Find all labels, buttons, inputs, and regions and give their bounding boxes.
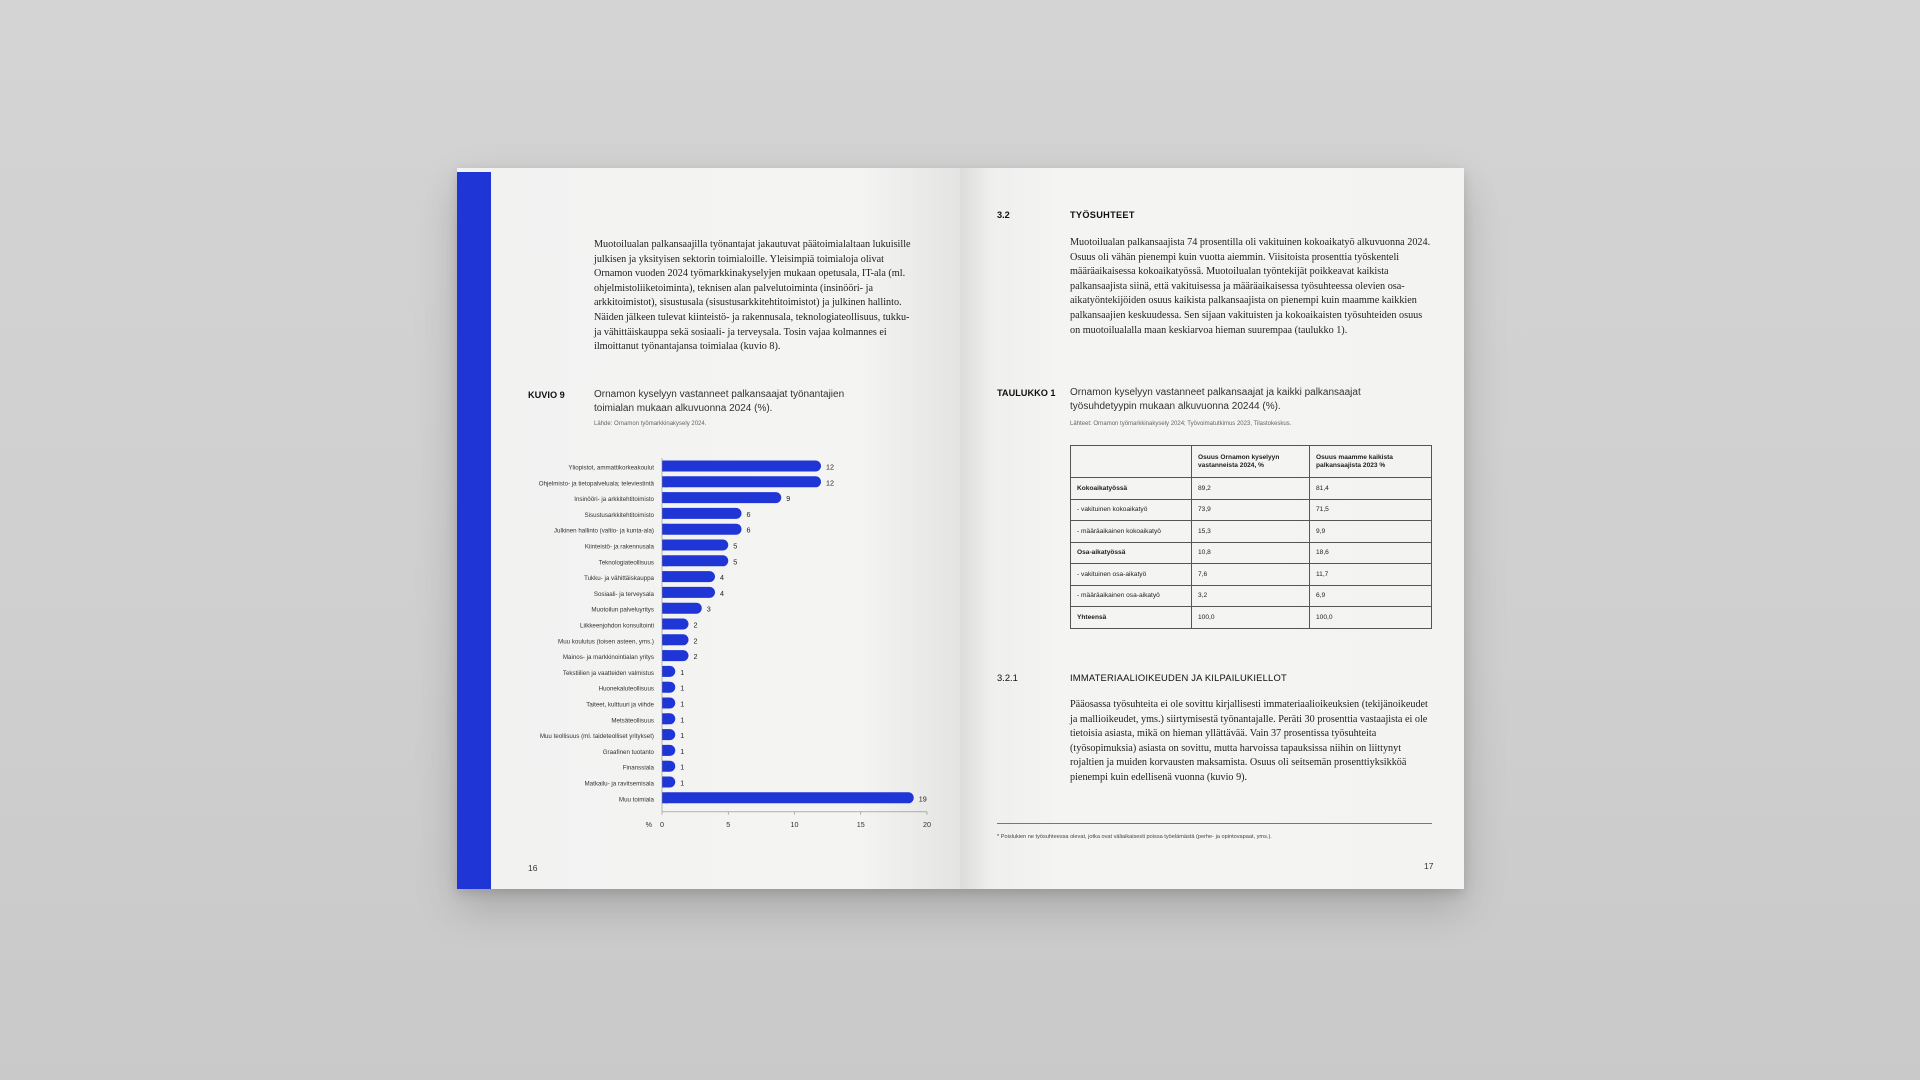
value-label: 2 <box>693 652 698 662</box>
section-title: TYÖSUHTEET <box>1070 210 1135 220</box>
bar <box>662 476 821 487</box>
x-tick-label: 0 <box>660 819 664 829</box>
bar-square-end <box>662 619 668 630</box>
category-label: Muotoilun palveluyritys <box>591 606 654 614</box>
bar-square-end <box>662 729 668 740</box>
left-page <box>457 168 960 889</box>
x-tick-label: 20 <box>923 819 931 829</box>
table-row <box>1071 585 1432 607</box>
figure-caption: Ornamon kyselyyn vastanneet palkansaajat työnantajien toimialan mukaan alkuvuonna 2024 (%). <box>594 389 845 414</box>
value-label: 2 <box>693 620 698 630</box>
value-label: 6 <box>746 525 751 535</box>
x-tick-label: 5 <box>726 819 731 829</box>
value-label: 4 <box>720 588 724 598</box>
bar <box>662 461 821 472</box>
category-label: Insinööri- ja arkkitehtitoimisto <box>574 496 654 504</box>
category-label: Kiinteistö- ja rakennusala <box>584 543 654 551</box>
value-label: 4 <box>720 573 724 583</box>
category-label: Metsäteollisuus <box>611 717 654 725</box>
subsection-paragraph: Pääosassa työsuhteita ei ole sovittu kirjallisesti immateriaalioikeuksien (tekijänoikeudet ja mallioikeudet, yms.) siirtymisestä työnantajalle. Peräti 30 prosenttia vastaajista ei ole tietoisia asiasta, mikä on hieman yllättävää. Vain 37 prosentissa työsuhteita (työsopimuksia) asiasta on sovittu, mutta harvoissa tapauksissa niihin on liittynyt rojaltien ja muiden korvausten maksamista. Osuus oli seitsemän prosenttiyksikköä pienempi kuin edellisenä vuonna (kuvio 9). <box>1070 699 1428 783</box>
table-source: Lähteet: Ornamon työmarkkinakysely 2024; Työvoimatutkimus 2023, Tilastokeskus. <box>1070 421 1292 427</box>
bar-chart <box>457 448 960 829</box>
category-label: Ohjelmisto- ja tietopalveluala; televiestintä <box>538 480 654 488</box>
bar <box>662 603 702 614</box>
bar-square-end <box>662 634 668 645</box>
category-label: Julkinen hallinto (valtio- ja kunta-ala) <box>553 527 654 535</box>
category-label: Muu teollisuus (ml. taideteolliset yritykset) <box>539 733 654 741</box>
bar <box>662 792 914 803</box>
table-cell: 10,8 <box>1192 542 1310 564</box>
value-label: 1 <box>680 746 685 756</box>
value-label: 2 <box>693 636 698 646</box>
table-cell: 100,0 <box>1192 607 1310 629</box>
value-label: 1 <box>680 683 685 693</box>
bar-square-end <box>662 461 668 472</box>
table-cell: 6,9 <box>1310 585 1432 607</box>
table-header-cell: Osuus maamme kaikista palkansaajista 2023 % <box>1310 446 1432 478</box>
table-row-label: - määräaikainen osa-aikatyö <box>1071 585 1192 607</box>
value-label: 5 <box>733 541 738 551</box>
value-label: 1 <box>680 715 685 725</box>
category-label: Tukku- ja vähittäiskauppa <box>584 575 654 583</box>
bar-square-end <box>662 777 668 788</box>
category-label: Sosiaali- ja terveysala <box>593 590 654 598</box>
bar <box>662 492 781 503</box>
subsection-number: 3.2.1 <box>997 672 1018 683</box>
subsection-title: IMMATERIAALIOIKEUDEN JA KILPAILUKIELLOT <box>1070 672 1287 683</box>
table-row <box>1071 521 1432 543</box>
bar-square-end <box>662 571 668 582</box>
footnote-divider <box>997 823 1432 824</box>
bar-square-end <box>662 666 668 677</box>
bar <box>662 571 715 582</box>
bar-square-end <box>662 761 668 772</box>
table-cell: 89,2 <box>1192 478 1310 500</box>
bar <box>662 555 728 566</box>
value-label: 1 <box>680 699 685 709</box>
value-label: 1 <box>680 762 685 772</box>
value-label: 12 <box>826 478 834 488</box>
table-cell: 81,4 <box>1310 478 1432 500</box>
table-cell: 18,6 <box>1310 542 1432 564</box>
figure-source: Lähde: Ornamon työmarkkinakysely 2024. <box>594 421 707 427</box>
category-label: Mainos- ja markkinointialan yritys <box>562 654 654 662</box>
bar-square-end <box>662 555 668 566</box>
x-tick-label: 15 <box>856 819 865 829</box>
bar <box>662 587 715 598</box>
bar-square-end <box>662 508 668 519</box>
category-label: Yliopistot, ammattikorkeakoulut <box>568 464 654 472</box>
table-cell: 11,7 <box>1310 564 1432 586</box>
table-row-label: - vakituinen kokoaikatyö <box>1071 499 1192 521</box>
bar-square-end <box>662 650 668 661</box>
table-label: TAULUKKO 1 <box>997 388 1056 398</box>
table-cell: 100,0 <box>1310 607 1432 629</box>
category-label: Tekstiilien ja vaatteiden valmistus <box>562 669 654 677</box>
section-paragraph: Muotoilualan palkansaajista 74 prosentilla oli vakituinen kokoaikatyö alkuvuonna 2024. Osuus oli vähän pienempi kuin vuotta aiemmin. Viisitoista prosenttia työskenteli määräaikaisessa kokoaikatyössä. Muotoilualan työntekijät poikkeavat kaikista palkansaajista siinä, että vakituisessa ja määräaikaisessa työsuhteessa olevien osa-aikatyöntekijöiden osuus kaikista palkansaajista on pienempi kuin maamme kaikkien palkansaajien keskuudessa. Sen sijaan vakituisten ja kokoaikaisten työsuhteiden osuus on muotoilualalla maan keskiarvoa hieman suurempaa (taulukko 1). <box>1070 237 1431 336</box>
bar <box>662 524 742 535</box>
footnote: * Poislukien ne työsuhteessa olevat, jotka ovat väliaikaisesti poissa työelämästä (perhe- ja opintovapaat, yms.). <box>997 834 1272 840</box>
category-label: Graafinen tuotanto <box>602 748 654 756</box>
table-row <box>1071 607 1432 629</box>
employment-table <box>1070 445 1432 629</box>
bar-square-end <box>662 540 668 551</box>
right-page <box>960 168 1464 889</box>
table-row <box>1071 564 1432 586</box>
bar-square-end <box>662 476 668 487</box>
table-cell: 7,6 <box>1192 564 1310 586</box>
value-label: 12 <box>826 462 834 472</box>
category-label: Liikkeenjohdon konsultointi <box>580 622 654 630</box>
table-cell: 3,2 <box>1192 585 1310 607</box>
value-label: 1 <box>680 667 685 677</box>
table-header-cell <box>1071 446 1192 478</box>
bar <box>662 540 728 551</box>
table-cell: 73,9 <box>1192 499 1310 521</box>
table-row-label: Yhteensä <box>1071 607 1192 629</box>
section-number: 3.2 <box>997 210 1010 220</box>
table-header-row <box>1071 446 1432 478</box>
bar-square-end <box>662 524 668 535</box>
table-row <box>1071 499 1432 521</box>
category-label: Muu toimiala <box>618 796 654 804</box>
bar-square-end <box>662 603 668 614</box>
bar <box>662 508 742 519</box>
table-row <box>1071 542 1432 564</box>
value-label: 1 <box>680 731 685 741</box>
bar-square-end <box>662 682 668 693</box>
figure-label: KUVIO 9 <box>528 390 565 400</box>
bar-square-end <box>662 713 668 724</box>
value-label: 19 <box>918 794 927 804</box>
bar-square-end <box>662 745 668 756</box>
category-label: Huonekaluteollisuus <box>598 685 654 693</box>
value-label: 9 <box>786 494 791 504</box>
category-label: Muu koulutus (toisen asteen, yms.) <box>558 638 654 646</box>
bar-square-end <box>662 698 668 709</box>
value-label: 6 <box>746 509 751 519</box>
table-row <box>1071 478 1432 500</box>
category-label: Sisustusarkkitehtitoimisto <box>584 511 654 519</box>
page-number-left: 16 <box>528 863 538 873</box>
table-caption: Ornamon kyselyyn vastanneet palkansaajat ja kaikki palkansaajat työsuhdetyypin mukaan alkuvuonna 20244 (%). <box>1070 387 1361 412</box>
table-row-label: Kokoaikatyössä <box>1071 478 1192 500</box>
category-label: Teknologiateollisuus <box>598 559 654 567</box>
category-label: Taiteet, kulttuuri ja viihde <box>586 701 654 709</box>
value-label: 3 <box>706 604 711 614</box>
x-unit-label: % <box>645 819 652 829</box>
table-header-cell: Osuus Ornamon kyselyyn vastanneista 2024, % <box>1192 446 1310 478</box>
table-cell: 9,9 <box>1310 521 1432 543</box>
intro-paragraph: Muotoilualan palkansaajilla työnantajat jakautuvat päätoimialaltaan lukuisille julkisen ja yksityisen sektorin toimialoille. Yleisimpiä toimialoja olivat Ornamon vuoden 2024 työmarkkinakyselyjen mukaan opetusala, IT-ala (ml. ohjelmistoliiketoiminta), teknisen alan palvelutoiminta (insinööri- ja arkkitoimistot), sisustusala (sisustusarkkitehtitoimistot) ja julkinen hallinto. Näiden jälkeen tulevat kiinteistö- ja rakennusala, teknologiateollisuus, tukku- ja vähittäiskauppa sekä sosiaali- ja terveysala. Tosin vajaa kolmannes ei ilmoittanut työnantajansa toimialaa (kuvio 8). <box>594 239 911 353</box>
category-label: Matkailu- ja ravitsemisala <box>584 780 654 788</box>
bar-square-end <box>662 587 668 598</box>
page-number-right: 17 <box>1424 861 1434 871</box>
category-label: Finanssiala <box>622 764 654 772</box>
open-booklet <box>457 168 1464 889</box>
bar-square-end <box>662 792 668 803</box>
table-row-label: Osa-aikatyössä <box>1071 542 1192 564</box>
value-label: 1 <box>680 778 685 788</box>
table-row-label: - määräaikainen kokoaikatyö <box>1071 521 1192 543</box>
table-cell: 71,5 <box>1310 499 1432 521</box>
table-row-label: - vakituinen osa-aikatyö <box>1071 564 1192 586</box>
value-label: 5 <box>733 557 738 567</box>
table-cell: 15,3 <box>1192 521 1310 543</box>
x-tick-label: 10 <box>790 819 799 829</box>
bar-square-end <box>662 492 668 503</box>
